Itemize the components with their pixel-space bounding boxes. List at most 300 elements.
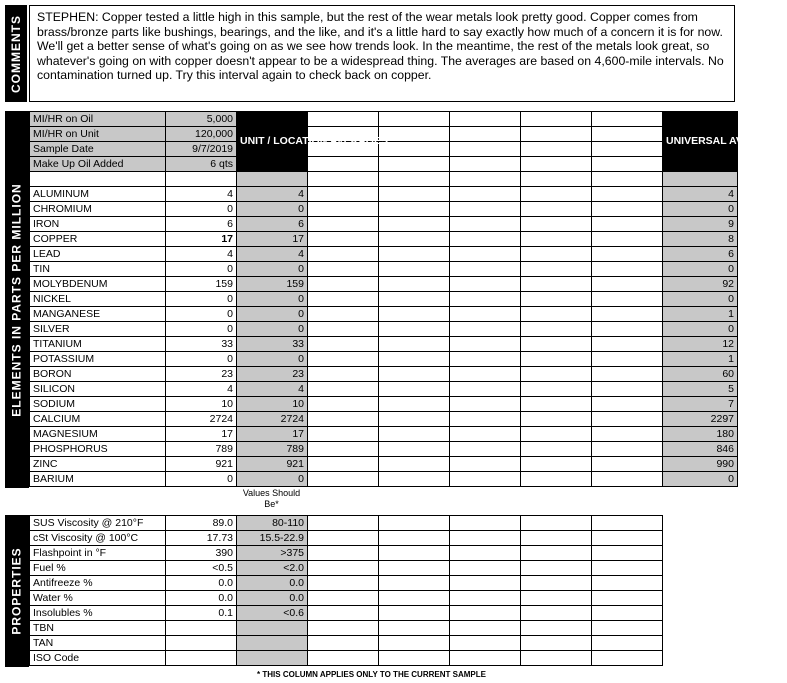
element-unit-average: 159 [237, 277, 308, 292]
element-value: 4 [166, 382, 237, 397]
element-universal-average: 9 [663, 217, 738, 232]
element-name: MAGNESIUM [30, 427, 166, 442]
empty-cell [450, 307, 521, 322]
empty-cell [592, 606, 663, 621]
empty-cell [450, 247, 521, 262]
property-row [30, 576, 663, 591]
element-value: 10 [166, 397, 237, 412]
empty-cell [592, 457, 663, 472]
empty-cell [592, 277, 663, 292]
property-name: cSt Viscosity @ 100°C [30, 531, 166, 546]
element-row [30, 382, 738, 397]
empty-cell [379, 621, 450, 636]
spacer-cell [237, 172, 308, 187]
empty-cell [450, 427, 521, 442]
property-should-be [237, 636, 308, 651]
empty-cell [308, 516, 379, 531]
empty-cell [379, 217, 450, 232]
element-value: 4 [166, 187, 237, 202]
element-row [30, 397, 738, 412]
element-unit-average: 4 [237, 247, 308, 262]
element-universal-average: 0 [663, 262, 738, 277]
property-name: Insolubles % [30, 606, 166, 621]
element-value: 921 [166, 457, 237, 472]
empty-cell [379, 247, 450, 262]
empty-cell [521, 636, 592, 651]
empty-cell [450, 157, 521, 172]
header-row-value: 6 qts [166, 157, 237, 172]
empty-cell [450, 322, 521, 337]
header-row-label: Sample Date [30, 142, 166, 157]
empty-cell [521, 576, 592, 591]
element-unit-average: 23 [237, 367, 308, 382]
empty-cell [592, 157, 663, 172]
element-row [30, 367, 738, 382]
property-value: 17.73 [166, 531, 237, 546]
property-should-be [237, 621, 308, 636]
header-row [30, 157, 738, 172]
empty-cell [592, 202, 663, 217]
empty-cell [308, 187, 379, 202]
element-name: BORON [30, 367, 166, 382]
empty-cell [308, 531, 379, 546]
element-row [30, 247, 738, 262]
element-value: 159 [166, 277, 237, 292]
element-value: 33 [166, 337, 237, 352]
element-name: SODIUM [30, 397, 166, 412]
empty-cell [379, 531, 450, 546]
empty-cell [592, 112, 663, 127]
empty-cell [450, 112, 521, 127]
element-row [30, 457, 738, 472]
property-should-be: <2.0 [237, 561, 308, 576]
empty-cell [308, 472, 379, 487]
empty-cell [308, 651, 379, 666]
empty-cell [592, 576, 663, 591]
spacer-cell [663, 172, 738, 187]
element-value: 0 [166, 322, 237, 337]
empty-cell [450, 576, 521, 591]
property-value: 89.0 [166, 516, 237, 531]
empty-cell [308, 292, 379, 307]
empty-cell [379, 307, 450, 322]
empty-cell [521, 516, 592, 531]
empty-cell [450, 202, 521, 217]
spacer-cell [592, 172, 663, 187]
element-universal-average: 990 [663, 457, 738, 472]
element-unit-average: 0 [237, 322, 308, 337]
empty-cell [450, 442, 521, 457]
empty-cell [379, 187, 450, 202]
empty-cell [308, 397, 379, 412]
spacer-cell [379, 172, 450, 187]
element-unit-average: 0 [237, 292, 308, 307]
spacer-cell [521, 172, 592, 187]
spacer-cell [450, 172, 521, 187]
element-name: TITANIUM [30, 337, 166, 352]
empty-cell [379, 397, 450, 412]
empty-cell [521, 457, 592, 472]
property-should-be: >375 [237, 546, 308, 561]
element-universal-average: 2297 [663, 412, 738, 427]
element-unit-average: 0 [237, 472, 308, 487]
empty-cell [379, 262, 450, 277]
empty-cell [592, 621, 663, 636]
empty-cell [592, 337, 663, 352]
unit-location-averages-header: UNIT / LOCATION AVERAGES [237, 112, 308, 172]
empty-cell [521, 247, 592, 262]
empty-cell [521, 591, 592, 606]
empty-cell [592, 591, 663, 606]
element-name: ALUMINUM [30, 187, 166, 202]
property-value: 0.1 [166, 606, 237, 621]
empty-cell [308, 157, 379, 172]
empty-cell [521, 651, 592, 666]
element-row [30, 307, 738, 322]
empty-cell [379, 157, 450, 172]
element-universal-average: 60 [663, 367, 738, 382]
empty-cell [592, 187, 663, 202]
empty-cell [450, 531, 521, 546]
footnote: * THIS COLUMN APPLIES ONLY TO THE CURRENT SAMPLE [257, 670, 486, 679]
empty-cell [450, 561, 521, 576]
property-name: TAN [30, 636, 166, 651]
element-name: ZINC [30, 457, 166, 472]
element-row [30, 412, 738, 427]
property-name: TBN [30, 621, 166, 636]
property-name: ISO Code [30, 651, 166, 666]
empty-cell [450, 232, 521, 247]
property-row [30, 651, 663, 666]
property-name: Water % [30, 591, 166, 606]
element-universal-average: 6 [663, 247, 738, 262]
elements-side-label: ELEMENTS IN PARTS PER MILLION [5, 111, 29, 488]
empty-cell [379, 606, 450, 621]
header-row-label: Make Up Oil Added [30, 157, 166, 172]
empty-cell [379, 546, 450, 561]
empty-cell [379, 516, 450, 531]
element-name: BARIUM [30, 472, 166, 487]
empty-cell [592, 472, 663, 487]
empty-cell [450, 412, 521, 427]
empty-cell [521, 546, 592, 561]
empty-cell [521, 262, 592, 277]
empty-cell [450, 651, 521, 666]
element-universal-average: 92 [663, 277, 738, 292]
empty-cell [308, 367, 379, 382]
property-name: Antifreeze % [30, 576, 166, 591]
header-row-value: 9/7/2019 [166, 142, 237, 157]
comments-side-label: COMMENTS [5, 5, 27, 102]
element-universal-average: 1 [663, 307, 738, 322]
empty-cell [379, 112, 450, 127]
empty-cell [450, 546, 521, 561]
property-row [30, 591, 663, 606]
empty-cell [592, 427, 663, 442]
empty-cell [308, 202, 379, 217]
empty-cell [521, 217, 592, 232]
property-value [166, 651, 237, 666]
element-universal-average: 12 [663, 337, 738, 352]
empty-cell [308, 277, 379, 292]
empty-cell [379, 576, 450, 591]
property-row [30, 636, 663, 651]
empty-cell [450, 606, 521, 621]
empty-cell [592, 382, 663, 397]
empty-cell [379, 352, 450, 367]
empty-cell [521, 232, 592, 247]
empty-cell [592, 322, 663, 337]
empty-cell [521, 337, 592, 352]
spacer-cell [308, 172, 379, 187]
element-unit-average: 17 [237, 427, 308, 442]
empty-cell [379, 337, 450, 352]
empty-cell [592, 232, 663, 247]
element-value: 23 [166, 367, 237, 382]
empty-cell [521, 322, 592, 337]
property-should-be: <0.6 [237, 606, 308, 621]
property-row [30, 531, 663, 546]
property-row [30, 606, 663, 621]
empty-cell [450, 262, 521, 277]
empty-cell [379, 367, 450, 382]
empty-cell [450, 516, 521, 531]
empty-cell [592, 412, 663, 427]
empty-cell [379, 277, 450, 292]
empty-cell [521, 561, 592, 576]
element-row [30, 232, 738, 247]
header-row-value: 120,000 [166, 127, 237, 142]
empty-cell [592, 307, 663, 322]
empty-cell [308, 576, 379, 591]
element-unit-average: 0 [237, 352, 308, 367]
element-unit-average: 33 [237, 337, 308, 352]
empty-cell [592, 127, 663, 142]
empty-cell [450, 591, 521, 606]
element-name: MOLYBDENUM [30, 277, 166, 292]
empty-cell [521, 382, 592, 397]
empty-cell [521, 367, 592, 382]
element-row [30, 472, 738, 487]
element-unit-average: 2724 [237, 412, 308, 427]
empty-cell [379, 427, 450, 442]
empty-cell [308, 352, 379, 367]
empty-cell [308, 232, 379, 247]
element-unit-average: 4 [237, 187, 308, 202]
empty-cell [308, 382, 379, 397]
element-name: COPPER [30, 232, 166, 247]
comments-text: STEPHEN: Copper tested a little high in this sample, but the rest of the wear metals look pretty good. Copper comes from brass/bronze parts like bushings, bearings, and the like, and it's a little hard to say exactly how much of a concern it is for now. We'll get a better sense of what's going on as we see how trends look. In the meantime, the rest of the metals look great, so whatever's going on with copper doesn't appear to be a widespread thing. The averages are based on 4,600-mile intervals. No contamination turned up. Try this interval again to check back on copper. [29, 5, 735, 102]
empty-cell [379, 472, 450, 487]
empty-cell [308, 636, 379, 651]
empty-cell [308, 621, 379, 636]
empty-cell [450, 352, 521, 367]
empty-cell [521, 352, 592, 367]
empty-cell [521, 292, 592, 307]
element-unit-average: 4 [237, 382, 308, 397]
element-value: 4 [166, 247, 237, 262]
empty-cell [521, 307, 592, 322]
element-name: PHOSPHORUS [30, 442, 166, 457]
empty-cell [450, 142, 521, 157]
empty-cell [592, 262, 663, 277]
values-should-be-label: Values Should Be* [242, 488, 301, 509]
element-universal-average: 180 [663, 427, 738, 442]
empty-cell [521, 442, 592, 457]
element-unit-average: 0 [237, 202, 308, 217]
properties-side-label: PROPERTIES [5, 515, 29, 667]
empty-cell [521, 202, 592, 217]
property-should-be: 0.0 [237, 576, 308, 591]
universal-averages-header: UNIVERSAL AVERAGES [663, 112, 738, 172]
empty-cell [450, 127, 521, 142]
element-unit-average: 6 [237, 217, 308, 232]
empty-cell [592, 292, 663, 307]
element-name: CHROMIUM [30, 202, 166, 217]
properties-table [29, 515, 663, 666]
element-unit-average: 921 [237, 457, 308, 472]
empty-cell [592, 651, 663, 666]
empty-cell [592, 442, 663, 457]
empty-cell [521, 472, 592, 487]
empty-cell [450, 472, 521, 487]
element-unit-average: 0 [237, 262, 308, 277]
empty-cell [379, 442, 450, 457]
empty-cell [521, 127, 592, 142]
empty-cell [521, 277, 592, 292]
empty-cell [450, 292, 521, 307]
empty-cell [521, 142, 592, 157]
element-row [30, 187, 738, 202]
element-name: IRON [30, 217, 166, 232]
empty-cell [592, 561, 663, 576]
element-value: 0 [166, 472, 237, 487]
element-value: 6 [166, 217, 237, 232]
empty-cell [308, 561, 379, 576]
empty-cell [379, 127, 450, 142]
empty-cell [308, 262, 379, 277]
empty-cell [521, 606, 592, 621]
empty-cell [450, 397, 521, 412]
element-value: 0 [166, 292, 237, 307]
element-name: TIN [30, 262, 166, 277]
property-value [166, 636, 237, 651]
property-value [166, 621, 237, 636]
element-row [30, 442, 738, 457]
empty-cell [379, 322, 450, 337]
elements-table [29, 111, 787, 487]
element-row [30, 292, 738, 307]
property-should-be: 80-110 [237, 516, 308, 531]
element-row [30, 262, 738, 277]
element-row [30, 217, 738, 232]
empty-cell [592, 217, 663, 232]
empty-cell [379, 142, 450, 157]
property-row [30, 516, 663, 531]
empty-cell [450, 457, 521, 472]
empty-cell [308, 322, 379, 337]
empty-cell [521, 112, 592, 127]
property-name: Flashpoint in °F [30, 546, 166, 561]
empty-cell [379, 561, 450, 576]
empty-cell [379, 636, 450, 651]
element-name: SILICON [30, 382, 166, 397]
element-name: POTASSIUM [30, 352, 166, 367]
empty-cell [308, 427, 379, 442]
element-unit-average: 0 [237, 307, 308, 322]
element-universal-average: 4 [663, 187, 738, 202]
empty-cell [308, 546, 379, 561]
empty-cell [450, 636, 521, 651]
spacer-cell [166, 172, 237, 187]
empty-cell [450, 382, 521, 397]
empty-cell [308, 247, 379, 262]
element-name: LEAD [30, 247, 166, 262]
spacer-cell [30, 172, 166, 187]
property-row [30, 621, 663, 636]
element-value: 0 [166, 307, 237, 322]
element-value: 17 [166, 427, 237, 442]
empty-cell [450, 217, 521, 232]
property-name: Fuel % [30, 561, 166, 576]
empty-cell [592, 531, 663, 546]
empty-cell [521, 531, 592, 546]
empty-cell [450, 187, 521, 202]
empty-cell [592, 247, 663, 262]
empty-cell [450, 337, 521, 352]
empty-cell [308, 442, 379, 457]
empty-cell [308, 591, 379, 606]
empty-cell [308, 606, 379, 621]
empty-cell [379, 457, 450, 472]
empty-cell [308, 217, 379, 232]
empty-cell [521, 397, 592, 412]
empty-cell [592, 636, 663, 651]
property-value: 0.0 [166, 591, 237, 606]
empty-cell [521, 187, 592, 202]
empty-cell [592, 516, 663, 531]
element-universal-average: 846 [663, 442, 738, 457]
property-name: SUS Viscosity @ 210°F [30, 516, 166, 531]
element-row [30, 202, 738, 217]
empty-cell [308, 337, 379, 352]
empty-cell [308, 307, 379, 322]
element-universal-average: 8 [663, 232, 738, 247]
element-row [30, 322, 738, 337]
element-universal-average: 0 [663, 202, 738, 217]
empty-cell [521, 427, 592, 442]
element-unit-average: 17 [237, 232, 308, 247]
spacer-row [30, 172, 738, 187]
empty-cell [379, 382, 450, 397]
element-universal-average: 0 [663, 322, 738, 337]
empty-cell [379, 651, 450, 666]
empty-cell [379, 232, 450, 247]
header-row-label: MI/HR on Unit [30, 127, 166, 142]
element-name: CALCIUM [30, 412, 166, 427]
property-value: 0.0 [166, 576, 237, 591]
empty-cell [592, 397, 663, 412]
element-value: 17 [166, 232, 237, 247]
element-row [30, 337, 738, 352]
element-value: 0 [166, 352, 237, 367]
empty-cell [592, 367, 663, 382]
empty-cell [379, 292, 450, 307]
element-universal-average: 7 [663, 397, 738, 412]
element-value: 0 [166, 262, 237, 277]
element-row [30, 427, 738, 442]
empty-cell [521, 157, 592, 172]
